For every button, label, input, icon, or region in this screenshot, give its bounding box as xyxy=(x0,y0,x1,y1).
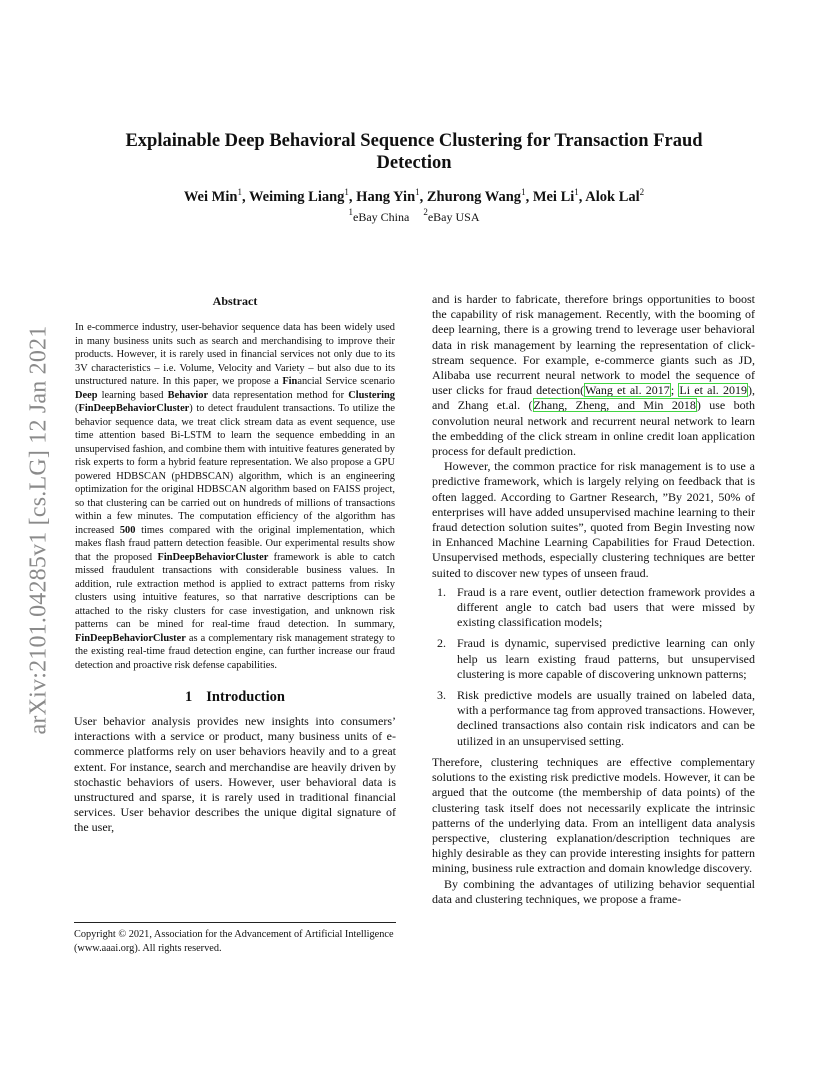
body-paragraph: Therefore, clustering techniques are effective complementary solutions to the existing risk predictive models. However, it can be argued that the outcome (the membership of data points) of the clustering task itself does not necessarily explicate the intrinsic patterns of the underlying data. From an intelligent data analysis perspective, clustering explanation/description techniques are highly desirable as they can provide interesting insights for pattern mining, business rule extraction and domain knowledge discovery. xyxy=(432,754,755,876)
list-item-text: Fraud is a rare event, outlier detection framework provides a different angle to catch bad users that were missed by existing classification models; xyxy=(457,584,755,630)
author-name: Wei Min xyxy=(183,189,238,205)
author-name: Weiming Liang xyxy=(248,189,345,205)
list-item-number: 3. xyxy=(437,688,446,703)
intro-paragraph: User behavior analysis provides new insights into consumers’ interactions with a service or product, many business units of e-commerce platforms rely on user behaviors heavily and to a great extent. For instance, search and merchandise are heavily driven by stochastic behaviors of users. However, user behavioral data is unstructured and sparse, it is rarely used in traditional financial services. User behavior describes the unique digital signature of the user, xyxy=(74,714,396,835)
author-affil-mark: 1 xyxy=(344,187,349,197)
affiliation: eBay China xyxy=(353,210,410,224)
list-item-number: 2. xyxy=(437,636,446,651)
author-affil-mark: 1 xyxy=(237,187,242,197)
affil-mark: 1 xyxy=(348,207,353,217)
right-column xyxy=(432,292,755,907)
citation-link[interactable]: Li et al. 2019 xyxy=(679,383,748,398)
affiliations xyxy=(100,209,728,225)
list-item-text: Risk predictive models are usually trained on labeled data, with a performance tag from approved transactions. However, declined transactions also contain risk indicators and can be utilized in an unsupervised setting. xyxy=(457,688,755,748)
list-item-text: Fraud is dynamic, supervised predictive learning can only help us learn existing fraud patterns, but unsupervised clustering is more capable of discovering unknown patterns; xyxy=(457,636,755,681)
arxiv-identifier xyxy=(14,270,64,790)
body-paragraph: By combining the advantages of utilizing behavior sequential data and clustering techniques, we propose a frame- xyxy=(432,876,755,906)
list-item xyxy=(432,688,755,749)
author-list: Wei Min$^1$, Weiming Liang$^1$, Hang Yin$^1$, Zhurong Wang$^1$, Mei Li$^1$, Alok Lal$^2$ xyxy=(183,187,645,205)
abstract-text: In e-commerce industry, user-behavior sequence data has been widely used in many business units such as search and merchandising to improve their products. However, it is rarely used in financial services not only due to its 3V characteristics – i.e. Volume, Velocity and Variety – but also due to its unstructured nature. In this paper, we propose a Financial Service scenario Deep learning based Behavior data representation method for Clustering (FinDeepBehaviorCluster) to detect fraudulent transactions. To utilize the behavior sequence data, we treat click stream data as event sequence, use time attention based Bi-LSTM to learn the sequence embedding in an unsupervised fashion, and combine them with intuitive features generated by risk experts to form a hybrid feature representation. We also propose a GPU powered HDBSCAN (pHDBSCAN) algorithm, which is an engineering optimization for the original HDBSCAN algorithm based on FAISS project, so that clustering can be carried out on hundreds of millions of transactions within a few minutes. The computation efficiency of the algorithm has increased 500 times compared with the original implementation, which makes flash fraud pattern detection feasible. Our experimental results show that the proposed FinDeepBehaviorCluster framework is able to catch missed fraudulent transactions with considerable business values. In addition, rule extraction method is applied to extract patterns from risky clusters using intuitive features, so that narrative descriptions can be attached to the risky clusters for case investigation, and unknown risk patterns can be mined for real-time fraud detection. In summary, FinDeepBehaviorCluster as a complementary risk management strategy to the existing real-time fraud detection engine, can further increase our fraud detection and proactive risk defense capabilities. xyxy=(75,322,395,671)
section-title: Introduction xyxy=(206,689,285,705)
list-item-number: 1. xyxy=(437,584,446,599)
author-affil-mark: 2 xyxy=(639,187,645,197)
citation-link[interactable]: Zhang, Zheng, and Min 2018 xyxy=(533,398,696,413)
list-item xyxy=(432,636,755,682)
abstract-heading: Abstract xyxy=(212,294,258,308)
author-affil-mark: 1 xyxy=(415,187,420,197)
body-paragraph: However, the common practice for risk management is to use a predictive framework, which is largely relying on feedback that is often lagged. According to Gartner Research, ”By 2021, 50% of enterprises will have added unsupervised machine learning to their fraud detection solution suites”, quoted from Begin Investing now in Enhanced Machine Learning Capabilities for Fraud Detection. Unsupervised methods, especially clustering techniques are better suited to discover new types of unseen fraud. xyxy=(432,459,755,580)
author-name: Zhurong Wang xyxy=(426,189,522,205)
affiliation: eBay USA xyxy=(427,210,480,224)
author-name: Alok Lal xyxy=(585,189,640,205)
author-name: Mei Li xyxy=(532,189,575,205)
author-affil-mark: 1 xyxy=(521,187,526,197)
section-number: 1 xyxy=(185,689,193,705)
citation-link[interactable]: Wang et al. 2017 xyxy=(585,383,670,398)
body-paragraph: and is harder to fabricate, therefore brings opportunities to boost the capability of risk management. Recently, with the booming of deep learning, there is a growing trend to leverage user behavioral data in risk management by learning the representation of click-stream sequence. For example, e-commerce giants such as JD, Alibaba use recurrent neural network to model the sequence of user clicks for fraud detection(Wang et al. 2017; Li et al. 2019), and Zhang et.al. (Zhang, Zheng, and Min 2018) use both convolution neural network and recurrent neural network to learn the embedding of the click stream in online credit loan application process for default prediction. xyxy=(432,292,756,459)
left-column xyxy=(74,293,396,836)
section-heading-introduction xyxy=(74,688,396,706)
paper-title: Explainable Deep Behavioral Sequence Clustering for Transaction Fraud Detection xyxy=(125,131,703,173)
copyright-notice: Copyright © 2021, Association for the Advancement of Artificial Intelligence (www.aaai.org). All rights reserved. xyxy=(74,922,396,955)
list-item xyxy=(432,585,755,631)
arxiv-identifier-text: arXiv:2101.04285v1 [cs.LG] 12 Jan 2021 xyxy=(25,325,52,735)
numbered-list xyxy=(432,585,755,749)
author-name: Hang Yin xyxy=(356,189,416,205)
affil-mark: 2 xyxy=(423,207,428,217)
author-affil-mark: 1 xyxy=(574,187,579,197)
